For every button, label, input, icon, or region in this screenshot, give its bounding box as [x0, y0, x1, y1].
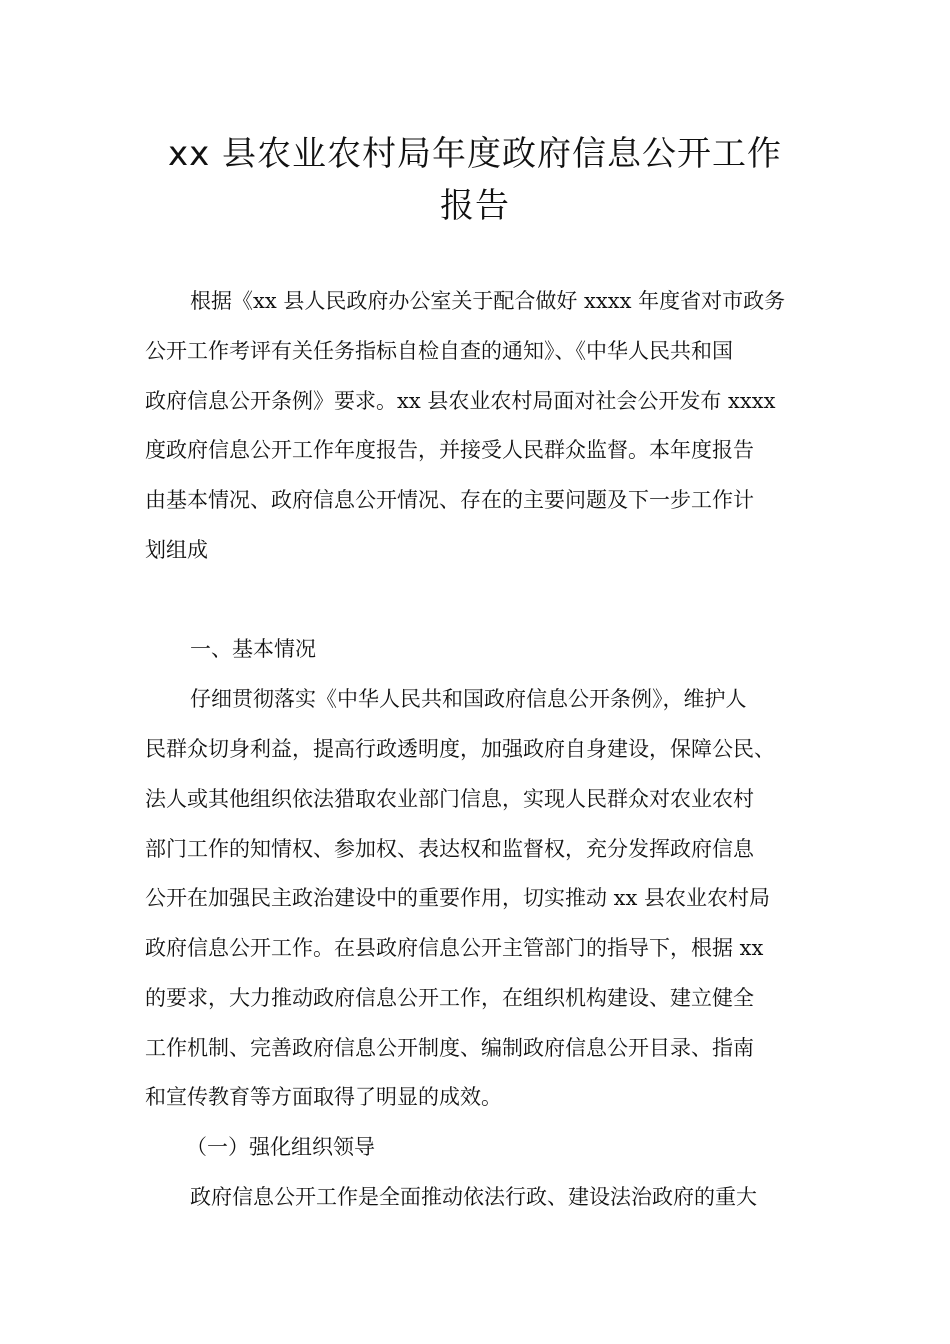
intro-paragraph-line: 政府信息公开条例》要求。xx 县农业农村局面对社会公开发布 xxxx	[145, 389, 776, 413]
intro-paragraph-line: 度政府信息公开工作年度报告，并接受人民群众监督。本年度报告	[145, 438, 754, 462]
subsection-paragraph-line: 政府信息公开工作是全面推动依法行政、建设法治政府的重大	[190, 1185, 757, 1209]
intro-paragraph-line: 公开工作考评有关任务指标自检自查的通知》、《中华人民共和国	[145, 339, 733, 363]
section-paragraph-line: 公开在加强民主政治建设中的重要作用，切实推动 xx 县农业农村局	[145, 886, 771, 910]
document-title-line-1: xx 县农业农村局年度政府信息公开工作	[167, 134, 783, 174]
section-heading-basic-info: 一、基本情况	[190, 637, 316, 661]
intro-paragraph-line: 根据《xx 县人民政府办公室关于配合做好 xxxx 年度省对市政务	[190, 289, 786, 313]
subsection-heading-leadership: （一）强化组织领导	[186, 1135, 375, 1159]
section-paragraph-line: 工作机制、完善政府信息公开制度、编制政府信息公开目录、指南	[145, 1036, 754, 1060]
section-paragraph-line: 法人或其他组织依法猎取农业部门信息，实现人民群众对农业农村	[145, 787, 754, 811]
intro-paragraph-line: 由基本情况、政府信息公开情况、存在的主要问题及下一步工作计	[145, 488, 754, 512]
section-paragraph-line: 部门工作的知情权、参加权、表达权和监督权，充分发挥政府信息	[145, 837, 754, 861]
section-paragraph-line: 的要求，大力推动政府信息公开工作，在组织机构建设、建立健全	[145, 986, 754, 1010]
section-paragraph-line: 和宣传教育等方面取得了明显的成效。	[145, 1085, 502, 1109]
intro-paragraph-line: 划组成	[145, 538, 208, 562]
section-paragraph-line: 民群众切身利益，提高行政透明度，加强政府自身建设，保障公民、	[145, 737, 775, 761]
section-paragraph-line: 政府信息公开工作。在县政府信息公开主管部门的指导下，根据 xx	[145, 936, 764, 960]
section-paragraph-line: 仔细贯彻落实《中华人民共和国政府信息公开条例》，维护人	[190, 687, 747, 711]
document-title-line-2: 报告	[440, 186, 510, 226]
